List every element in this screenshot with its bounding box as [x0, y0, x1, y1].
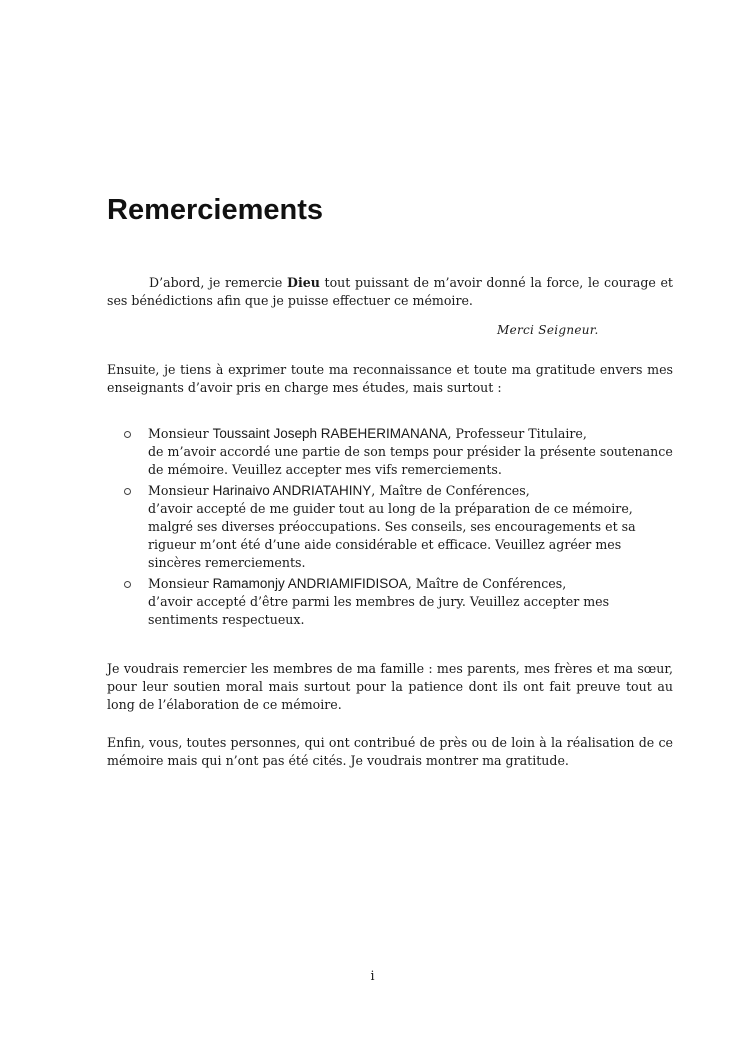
- list-item-title: , Professeur Titulaire,: [447, 426, 587, 441]
- list-item-prefix: Monsieur: [148, 576, 213, 591]
- list-item-prefix: Monsieur: [148, 483, 213, 498]
- final-paragraph: Enfin, vous, toutes personnes, qui ont contribué de près ou de loin à la réalisation de ce mémoire mais qui n’ont pas été cités. Je voudrais montrer ma gratitude.: [107, 735, 673, 768]
- circle-bullet-icon: [124, 488, 131, 495]
- teachers-intro-paragraph: Ensuite, je tiens à exprimer toute ma reconnaissance et toute ma gratitude envers mes enseignants d’avoir pris en charge mes études, mais surtout :: [107, 362, 673, 395]
- list-item-name: Toussaint Joseph RABEHERIMANANA: [212, 426, 448, 441]
- acknowledgement-list: [107, 425, 673, 632]
- list-item: [107, 575, 673, 629]
- signature-line: Merci Seigneur.: [497, 323, 599, 337]
- intro-text-before: D’abord, je remercie: [149, 275, 288, 290]
- intro-text-after: tout puissant de m’avoir donné la force, le courage et ses bénédictions afin que je puisse effectuer ce mémoire.: [107, 275, 673, 308]
- page-title: Remerciements: [107, 194, 323, 226]
- list-item-text: d’avoir accepté d’être parmi les membres de jury. Veuillez accepter mes sentiments respectueux.: [148, 594, 610, 627]
- intro-paragraph: [107, 274, 673, 310]
- list-item-name: Ramamonjy ANDRIAMIFIDISOA: [212, 576, 408, 591]
- circle-bullet-icon: [124, 581, 131, 588]
- list-item-text: de m’avoir accordé une partie de son temps pour présider la présente soutenance de mémoire. Veuillez accepter mes vifs remerciements.: [148, 444, 673, 477]
- intro-bold-word: Dieu: [287, 275, 320, 290]
- list-item-title: , Maître de Conférences,: [371, 483, 530, 498]
- page-number: i: [370, 968, 375, 983]
- list-item-title: , Maître de Conférences,: [407, 576, 567, 591]
- list-item-text: d’avoir accepté de me guider tout au long de la préparation de ce mémoire, malgré ses diverses préoccupations. Ses conseils, ses encouragements et sa rigueur m’ont été d’une aide considérable et efficace. Veuillez agréer mes sincères remerciements.: [148, 501, 636, 570]
- list-item: [107, 482, 673, 572]
- list-item-name: Harinaivo ANDRIATAHINY: [212, 483, 372, 498]
- circle-bullet-icon: [124, 431, 131, 438]
- family-paragraph: Je voudrais remercier les membres de ma famille : mes parents, mes frères et ma sœur, pour leur soutien moral mais surtout pour la patience dont ils ont fait preuve tout au long de l’élaboration de ce mémoire.: [107, 661, 673, 712]
- list-item: [107, 425, 673, 479]
- list-item-prefix: Monsieur: [148, 426, 213, 441]
